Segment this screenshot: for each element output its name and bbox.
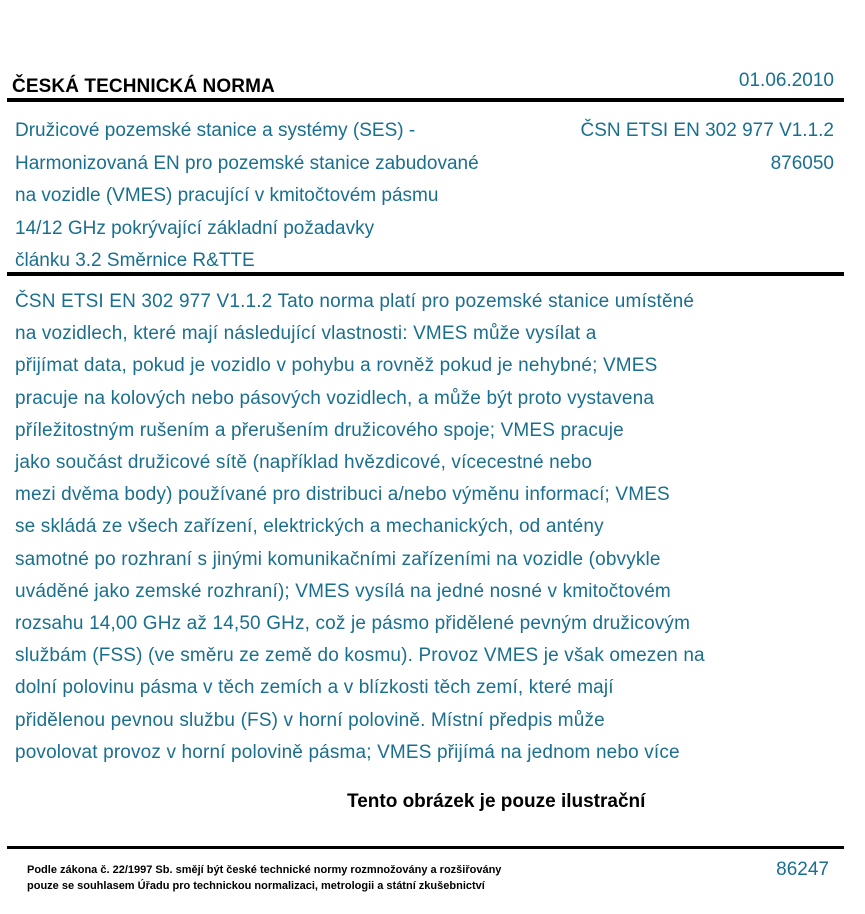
standard-title-line: článku 3.2 Směrnice R&TTE: [15, 250, 255, 271]
scope-line: přidělenou pevnou službu (FS) v horní polovině. Místní předpis může: [15, 709, 605, 731]
publication-date: 01.06.2010: [738, 70, 834, 91]
scope-line: na vozidlech, které mají následující vlastnosti: VMES může vysílat a: [15, 323, 597, 345]
scope-line: jako součást družicové sítě (například hvězdicové, vícecestné nebo: [15, 452, 593, 474]
standard-title-line: na vozidle (VMES) pracující v kmitočtovém pásmu: [15, 185, 439, 206]
scope-line: dolní polovinu pásma v těch zemích a v blízkosti těch zemí, které mají: [15, 677, 614, 699]
standard-title-line: 14/12 GHz pokrývající základní požadavky: [15, 217, 375, 239]
footer-divider: [7, 846, 844, 849]
scope-line: povolovat provoz v horní polovině pásma; VMES přijímá na jednom nebo více: [15, 741, 680, 763]
standard-title: [15, 115, 555, 278]
copyright-notice: [27, 862, 501, 894]
standard-title-line: Harmonizovaná EN pro pozemské stanice zabudované: [15, 152, 479, 174]
standard-title-line: Družicové pozemské stanice a systémy (SES) -: [15, 120, 416, 141]
scope-line: příležitostným rušením a přerušením družicového spoje; VMES pracuje: [15, 419, 624, 441]
illustration-notice: Tento obrázek je pouze ilustrační: [347, 791, 646, 812]
standard-identifiers: [581, 115, 834, 180]
scope-line: samotné po rozhraní s jinými komunikačními zařízeními na vozidle (obvykle: [15, 548, 661, 570]
catalog-number: 86247: [776, 859, 829, 880]
document-type-title: ČESKÁ TECHNICKÁ NORMA: [12, 76, 275, 97]
scope-line: přijímat data, pokud je vozidlo v pohybu a rovněž pokud je nehybné; VMES: [15, 355, 658, 377]
copyright-line: pouze se souhlasem Úřadu pro technickou normalizaci, metrologii a státní zkušebnictví: [27, 880, 485, 892]
header-divider: [7, 98, 844, 102]
scope-line: ČSN ETSI EN 302 977 V1.1.2 Tato norma platí pro pozemské stanice umístěné: [15, 291, 695, 312]
scope-line: službám (FSS) (ve směru ze země do kosmu). Provoz VMES je však omezen na: [15, 645, 705, 667]
scope-line: se skládá ze všech zařízení, elektrických a mechanických, od antény: [15, 516, 604, 538]
scope-line: rozsahu 14,00 GHz až 14,50 GHz, což je pásmo přidělené pevným družicovým: [15, 613, 691, 635]
copyright-line: Podle zákona č. 22/1997 Sb. smějí být české technické normy rozmnožovány a rozšiřovány: [27, 864, 502, 876]
scope-line: uváděné jako zemské rozhraní); VMES vysílá na jedné nosné v kmitočtovém: [15, 580, 671, 602]
scope-text: [15, 286, 835, 769]
classification-number: 876050: [770, 152, 834, 174]
title-divider: [7, 272, 844, 276]
scope-line: mezi dvěma body) používané pro distribuci a/nebo výměnu informací; VMES: [15, 484, 670, 506]
standard-designation: ČSN ETSI EN 302 977 V1.1.2: [580, 120, 834, 141]
scope-line: pracuje na kolových nebo pásových vozidlech, a může být proto vystavena: [15, 387, 655, 409]
